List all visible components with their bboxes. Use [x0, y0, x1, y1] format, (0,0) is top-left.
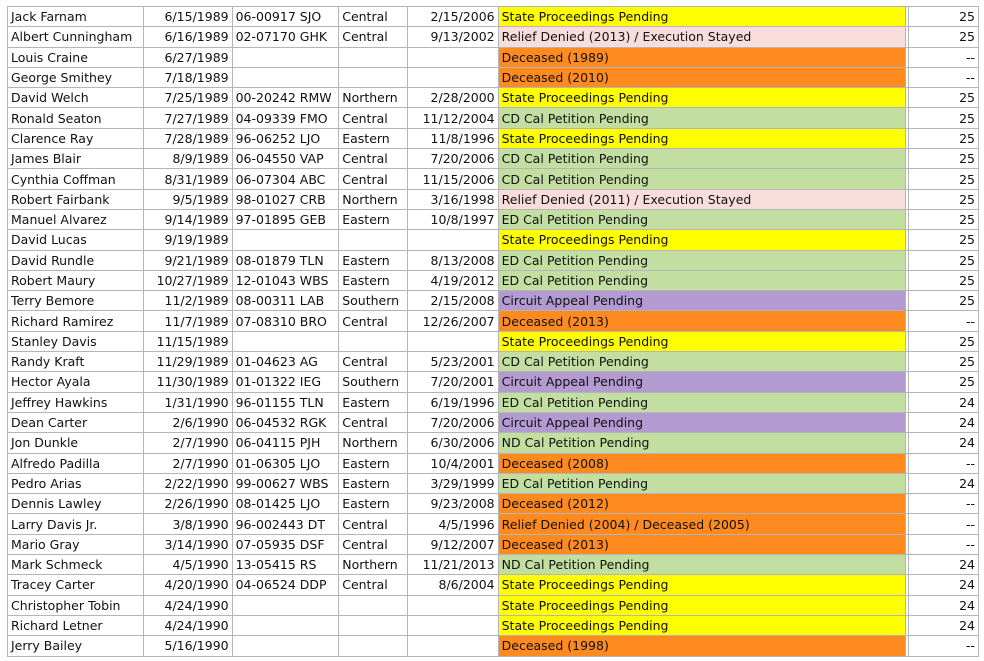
filed-date-cell[interactable]: 10/8/1997 [407, 209, 498, 229]
sentence-date-cell[interactable]: 2/26/1990 [143, 494, 232, 514]
table-row [8, 189, 979, 209]
years-cell[interactable]: 25 [908, 372, 978, 392]
case-number-cell[interactable]: 04-09339 FMO [232, 108, 339, 128]
inmate-name-cell[interactable]: Richard Ramirez [8, 311, 144, 331]
years-cell[interactable]: 24 [908, 575, 978, 595]
status-cell[interactable]: Circuit Appeal Pending [498, 291, 906, 311]
case-number-cell[interactable]: 06-04550 VAP [232, 149, 339, 169]
sentence-date-cell[interactable]: 4/20/1990 [143, 575, 232, 595]
sentence-date-cell[interactable]: 11/2/1989 [143, 291, 232, 311]
sentence-date-cell[interactable]: 6/27/1989 [143, 47, 232, 67]
table-row [8, 230, 979, 250]
sentence-date-cell[interactable]: 2/7/1990 [143, 453, 232, 473]
inmate-name-cell[interactable]: James Blair [8, 149, 144, 169]
filed-date-cell[interactable] [407, 595, 498, 615]
table-row [8, 595, 979, 615]
case-number-cell[interactable]: 06-00917 SJO [232, 7, 339, 27]
filed-date-cell[interactable]: 11/15/2006 [407, 169, 498, 189]
sentence-date-cell[interactable]: 6/15/1989 [143, 7, 232, 27]
years-cell[interactable]: 25 [908, 352, 978, 372]
inmate-name-cell[interactable]: Hector Ayala [8, 372, 144, 392]
filed-date-cell[interactable] [407, 615, 498, 635]
inmate-name-cell[interactable]: Jeffrey Hawkins [8, 392, 144, 412]
table-row [8, 453, 979, 473]
case-number-cell[interactable]: 08-01425 LJO [232, 494, 339, 514]
table-row [8, 270, 979, 290]
filed-date-cell[interactable]: 8/6/2004 [407, 575, 498, 595]
table-row [8, 250, 979, 270]
status-cell[interactable]: CD Cal Petition Pending [498, 352, 906, 372]
filed-date-cell[interactable]: 4/5/1996 [407, 514, 498, 534]
filed-date-cell[interactable]: 10/4/2001 [407, 453, 498, 473]
table-row [8, 149, 979, 169]
case-number-cell[interactable]: 08-00311 LAB [232, 291, 339, 311]
inmate-name-cell[interactable]: Tracey Carter [8, 575, 144, 595]
inmate-name-cell[interactable]: Ronald Seaton [8, 108, 144, 128]
status-cell[interactable]: ND Cal Petition Pending [498, 433, 906, 453]
inmate-name-cell[interactable]: Robert Maury [8, 270, 144, 290]
years-cell[interactable]: 24 [908, 433, 978, 453]
district-cell[interactable]: Central [339, 352, 407, 372]
inmate-name-cell[interactable]: Mario Gray [8, 534, 144, 554]
years-cell[interactable]: 24 [908, 392, 978, 412]
case-number-cell[interactable]: 01-06305 LJO [232, 453, 339, 473]
sentence-date-cell[interactable]: 10/27/1989 [143, 270, 232, 290]
district-cell[interactable]: Central [339, 169, 407, 189]
district-cell[interactable]: Eastern [339, 494, 407, 514]
case-number-cell[interactable]: 98-01027 CRB [232, 189, 339, 209]
years-cell[interactable]: -- [908, 47, 978, 67]
sentence-date-cell[interactable]: 11/29/1989 [143, 352, 232, 372]
filed-date-cell[interactable] [407, 331, 498, 351]
status-cell[interactable]: Relief Denied (2011) / Execution Stayed [498, 189, 906, 209]
table-row [8, 209, 979, 229]
table-row [8, 372, 979, 392]
sentence-date-cell[interactable]: 1/31/1990 [143, 392, 232, 412]
inmate-name-cell[interactable]: Richard Letner [8, 615, 144, 635]
table-row [8, 575, 979, 595]
status-cell[interactable]: Deceased (1989) [498, 47, 906, 67]
years-cell[interactable]: 25 [908, 149, 978, 169]
years-cell[interactable]: 25 [908, 291, 978, 311]
district-cell[interactable] [339, 636, 407, 656]
filed-date-cell[interactable]: 5/23/2001 [407, 352, 498, 372]
status-cell[interactable]: State Proceedings Pending [498, 128, 906, 148]
sentence-date-cell[interactable]: 6/16/1989 [143, 27, 232, 47]
status-cell[interactable]: State Proceedings Pending [498, 595, 906, 615]
sentence-date-cell[interactable]: 3/8/1990 [143, 514, 232, 534]
district-cell[interactable] [339, 67, 407, 87]
district-cell[interactable]: Northern [339, 88, 407, 108]
table-row [8, 514, 979, 534]
filed-date-cell[interactable] [407, 67, 498, 87]
sentence-date-cell[interactable]: 9/21/1989 [143, 250, 232, 270]
district-cell[interactable]: Central [339, 108, 407, 128]
case-number-cell[interactable]: 00-20242 RMW [232, 88, 339, 108]
district-cell[interactable]: Central [339, 575, 407, 595]
table-row [8, 88, 979, 108]
years-cell[interactable]: -- [908, 67, 978, 87]
sentence-date-cell[interactable]: 8/31/1989 [143, 169, 232, 189]
table-row [8, 311, 979, 331]
table-row [8, 615, 979, 635]
district-cell[interactable]: Northern [339, 189, 407, 209]
inmate-name-cell[interactable]: Randy Kraft [8, 352, 144, 372]
status-cell[interactable]: Deceased (2013) [498, 534, 906, 554]
sentence-date-cell[interactable]: 4/24/1990 [143, 615, 232, 635]
table-row [8, 636, 979, 656]
case-number-cell[interactable]: 04-06524 DDP [232, 575, 339, 595]
table-row [8, 169, 979, 189]
filed-date-cell[interactable]: 2/15/2006 [407, 7, 498, 27]
filed-date-cell[interactable]: 7/20/2006 [407, 412, 498, 432]
case-number-cell[interactable]: 06-04115 PJH [232, 433, 339, 453]
filed-date-cell[interactable]: 2/15/2008 [407, 291, 498, 311]
district-cell[interactable]: Central [339, 27, 407, 47]
sentence-date-cell[interactable]: 9/14/1989 [143, 209, 232, 229]
district-cell[interactable] [339, 331, 407, 351]
status-cell[interactable]: State Proceedings Pending [498, 575, 906, 595]
years-cell[interactable]: 25 [908, 7, 978, 27]
filed-date-cell[interactable]: 12/26/2007 [407, 311, 498, 331]
table-row [8, 473, 979, 493]
years-cell[interactable]: 25 [908, 230, 978, 250]
inmate-name-cell[interactable]: Clarence Ray [8, 128, 144, 148]
sentence-date-cell[interactable]: 11/30/1989 [143, 372, 232, 392]
inmate-name-cell[interactable]: David Lucas [8, 230, 144, 250]
table-row [8, 27, 979, 47]
status-cell[interactable]: CD Cal Petition Pending [498, 149, 906, 169]
district-cell[interactable]: Eastern [339, 128, 407, 148]
case-number-cell[interactable] [232, 230, 339, 250]
table-row [8, 7, 979, 27]
inmate-name-cell[interactable]: Jon Dunkle [8, 433, 144, 453]
sentence-date-cell[interactable]: 2/6/1990 [143, 412, 232, 432]
sentence-date-cell[interactable]: 7/27/1989 [143, 108, 232, 128]
filed-date-cell[interactable]: 4/19/2012 [407, 270, 498, 290]
case-number-cell[interactable]: 06-04532 RGK [232, 412, 339, 432]
case-number-cell[interactable]: 13-05415 RS [232, 555, 339, 575]
inmate-name-cell[interactable]: George Smithey [8, 67, 144, 87]
inmate-name-cell[interactable]: David Welch [8, 88, 144, 108]
district-cell[interactable]: Central [339, 7, 407, 27]
years-cell[interactable]: 25 [908, 209, 978, 229]
sentence-date-cell[interactable]: 5/16/1990 [143, 636, 232, 656]
sentence-date-cell[interactable]: 9/19/1989 [143, 230, 232, 250]
years-cell[interactable]: -- [908, 453, 978, 473]
filed-date-cell[interactable]: 11/8/1996 [407, 128, 498, 148]
filed-date-cell[interactable]: 7/20/2001 [407, 372, 498, 392]
years-cell[interactable]: 24 [908, 473, 978, 493]
inmate-name-cell[interactable]: Stanley Davis [8, 331, 144, 351]
sentence-date-cell[interactable]: 11/15/1989 [143, 331, 232, 351]
inmate-name-cell[interactable]: David Rundle [8, 250, 144, 270]
sentence-date-cell[interactable]: 2/7/1990 [143, 433, 232, 453]
inmate-name-cell[interactable]: Cynthia Coffman [8, 169, 144, 189]
years-cell[interactable]: 24 [908, 615, 978, 635]
status-cell[interactable]: ED Cal Petition Pending [498, 473, 906, 493]
table-row [8, 47, 979, 67]
sentence-date-cell[interactable]: 7/25/1989 [143, 88, 232, 108]
table-row [8, 494, 979, 514]
sentence-date-cell[interactable]: 2/22/1990 [143, 473, 232, 493]
filed-date-cell[interactable]: 9/13/2002 [407, 27, 498, 47]
case-number-cell[interactable] [232, 595, 339, 615]
case-number-cell[interactable]: 08-01879 TLN [232, 250, 339, 270]
status-cell[interactable]: ND Cal Petition Pending [498, 555, 906, 575]
filed-date-cell[interactable]: 11/12/2004 [407, 108, 498, 128]
inmate-name-cell[interactable]: Alfredo Padilla [8, 453, 144, 473]
years-cell[interactable]: 25 [908, 270, 978, 290]
years-cell[interactable]: -- [908, 311, 978, 331]
table-row [8, 67, 979, 87]
filed-date-cell[interactable]: 2/28/2000 [407, 88, 498, 108]
status-cell[interactable]: State Proceedings Pending [498, 7, 906, 27]
status-cell[interactable]: Deceased (2012) [498, 494, 906, 514]
status-cell[interactable]: State Proceedings Pending [498, 331, 906, 351]
inmate-name-cell[interactable]: Pedro Arias [8, 473, 144, 493]
case-number-cell[interactable]: 12-01043 WBS [232, 270, 339, 290]
years-cell[interactable]: 25 [908, 250, 978, 270]
table-row [8, 108, 979, 128]
years-cell[interactable]: 25 [908, 331, 978, 351]
table-row [8, 392, 979, 412]
district-cell[interactable]: Central [339, 412, 407, 432]
inmate-name-cell[interactable]: Jack Farnam [8, 7, 144, 27]
case-number-cell[interactable]: 01-04623 AG [232, 352, 339, 372]
status-cell[interactable]: Relief Denied (2004) / Deceased (2005) [498, 514, 906, 534]
filed-date-cell[interactable]: 9/12/2007 [407, 534, 498, 554]
sentence-date-cell[interactable]: 7/18/1989 [143, 67, 232, 87]
status-cell[interactable]: ED Cal Petition Pending [498, 209, 906, 229]
years-cell[interactable]: 25 [908, 128, 978, 148]
status-cell[interactable]: Relief Denied (2013) / Execution Stayed [498, 27, 906, 47]
district-cell[interactable]: Northern [339, 555, 407, 575]
case-number-cell[interactable]: 97-01895 GEB [232, 209, 339, 229]
district-cell[interactable]: Eastern [339, 453, 407, 473]
filed-date-cell[interactable] [407, 636, 498, 656]
status-cell[interactable]: Deceased (2010) [498, 67, 906, 87]
inmate-name-cell[interactable]: Albert Cunningham [8, 27, 144, 47]
sentence-date-cell[interactable]: 7/28/1989 [143, 128, 232, 148]
case-number-cell[interactable]: 96-01155 TLN [232, 392, 339, 412]
case-number-cell[interactable] [232, 615, 339, 635]
sentence-date-cell[interactable]: 3/14/1990 [143, 534, 232, 554]
status-cell[interactable]: CD Cal Petition Pending [498, 108, 906, 128]
status-cell[interactable]: ED Cal Petition Pending [498, 270, 906, 290]
case-number-cell[interactable]: 96-06252 LJO [232, 128, 339, 148]
case-number-cell[interactable]: 99-00627 WBS [232, 473, 339, 493]
district-cell[interactable]: Central [339, 514, 407, 534]
case-number-cell[interactable]: 07-05935 DSF [232, 534, 339, 554]
case-number-cell[interactable]: 02-07170 GHK [232, 27, 339, 47]
district-cell[interactable]: Northern [339, 433, 407, 453]
district-cell[interactable]: Central [339, 534, 407, 554]
district-cell[interactable]: Central [339, 311, 407, 331]
filed-date-cell[interactable]: 8/13/2008 [407, 250, 498, 270]
inmate-name-cell[interactable]: Dennis Lawley [8, 494, 144, 514]
district-cell[interactable]: Eastern [339, 473, 407, 493]
case-number-cell[interactable] [232, 67, 339, 87]
years-cell[interactable]: 24 [908, 595, 978, 615]
inmate-name-cell[interactable]: Robert Fairbank [8, 189, 144, 209]
table-row [8, 352, 979, 372]
filed-date-cell[interactable] [407, 47, 498, 67]
case-number-cell[interactable] [232, 47, 339, 67]
status-cell[interactable]: Deceased (2013) [498, 311, 906, 331]
table-body [8, 7, 979, 657]
district-cell[interactable]: Central [339, 149, 407, 169]
years-cell[interactable]: 25 [908, 27, 978, 47]
years-cell[interactable]: 25 [908, 108, 978, 128]
death-row-case-table [7, 6, 979, 657]
filed-date-cell[interactable]: 3/29/1999 [407, 473, 498, 493]
years-cell[interactable]: -- [908, 494, 978, 514]
years-cell[interactable]: 24 [908, 555, 978, 575]
case-number-cell[interactable] [232, 331, 339, 351]
case-number-cell[interactable]: 07-08310 BRO [232, 311, 339, 331]
table-row [8, 555, 979, 575]
years-cell[interactable]: -- [908, 514, 978, 534]
inmate-name-cell[interactable]: Terry Bemore [8, 291, 144, 311]
table-row [8, 433, 979, 453]
sentence-date-cell[interactable]: 4/5/1990 [143, 555, 232, 575]
sentence-date-cell[interactable]: 8/9/1989 [143, 149, 232, 169]
table-row [8, 128, 979, 148]
case-number-cell[interactable]: 01-01322 IEG [232, 372, 339, 392]
table-row [8, 291, 979, 311]
years-cell[interactable]: 25 [908, 169, 978, 189]
inmate-name-cell[interactable]: Manuel Alvarez [8, 209, 144, 229]
district-cell[interactable] [339, 47, 407, 67]
status-cell[interactable]: Circuit Appeal Pending [498, 372, 906, 392]
table-row [8, 534, 979, 554]
status-cell[interactable]: ED Cal Petition Pending [498, 392, 906, 412]
filed-date-cell[interactable]: 9/23/2008 [407, 494, 498, 514]
sentence-date-cell[interactable]: 11/7/1989 [143, 311, 232, 331]
case-number-cell[interactable]: 96-002443 DT [232, 514, 339, 534]
district-cell[interactable]: Southern [339, 291, 407, 311]
sentence-date-cell[interactable]: 9/5/1989 [143, 189, 232, 209]
inmate-name-cell[interactable]: Christopher Tobin [8, 595, 144, 615]
case-number-cell[interactable] [232, 636, 339, 656]
filed-date-cell[interactable]: 11/21/2013 [407, 555, 498, 575]
status-cell[interactable]: State Proceedings Pending [498, 88, 906, 108]
case-number-cell[interactable]: 06-07304 ABC [232, 169, 339, 189]
district-cell[interactable]: Southern [339, 372, 407, 392]
inmate-name-cell[interactable]: Dean Carter [8, 412, 144, 432]
status-cell[interactable]: State Proceedings Pending [498, 615, 906, 635]
district-cell[interactable]: Eastern [339, 392, 407, 412]
years-cell[interactable]: -- [908, 534, 978, 554]
status-cell[interactable]: Deceased (1998) [498, 636, 906, 656]
table-row [8, 412, 979, 432]
status-cell[interactable]: Deceased (2008) [498, 453, 906, 473]
district-cell[interactable]: Eastern [339, 270, 407, 290]
inmate-name-cell[interactable]: Jerry Bailey [8, 636, 144, 656]
inmate-name-cell[interactable]: Larry Davis Jr. [8, 514, 144, 534]
years-cell[interactable]: -- [908, 636, 978, 656]
filed-date-cell[interactable]: 7/20/2006 [407, 149, 498, 169]
district-cell[interactable] [339, 615, 407, 635]
table-row [8, 331, 979, 351]
inmate-name-cell[interactable]: Mark Schmeck [8, 555, 144, 575]
filed-date-cell[interactable]: 6/19/1996 [407, 392, 498, 412]
filed-date-cell[interactable]: 6/30/2006 [407, 433, 498, 453]
years-cell[interactable]: 25 [908, 189, 978, 209]
district-cell[interactable]: Eastern [339, 209, 407, 229]
district-cell[interactable] [339, 230, 407, 250]
status-cell[interactable]: ED Cal Petition Pending [498, 250, 906, 270]
years-cell[interactable]: 25 [908, 88, 978, 108]
inmate-name-cell[interactable]: Louis Craine [8, 47, 144, 67]
status-cell[interactable]: Circuit Appeal Pending [498, 412, 906, 432]
filed-date-cell[interactable] [407, 230, 498, 250]
filed-date-cell[interactable]: 3/16/1998 [407, 189, 498, 209]
status-cell[interactable]: State Proceedings Pending [498, 230, 906, 250]
years-cell[interactable]: 24 [908, 412, 978, 432]
district-cell[interactable]: Eastern [339, 250, 407, 270]
sentence-date-cell[interactable]: 4/24/1990 [143, 595, 232, 615]
district-cell[interactable] [339, 595, 407, 615]
status-cell[interactable]: CD Cal Petition Pending [498, 169, 906, 189]
